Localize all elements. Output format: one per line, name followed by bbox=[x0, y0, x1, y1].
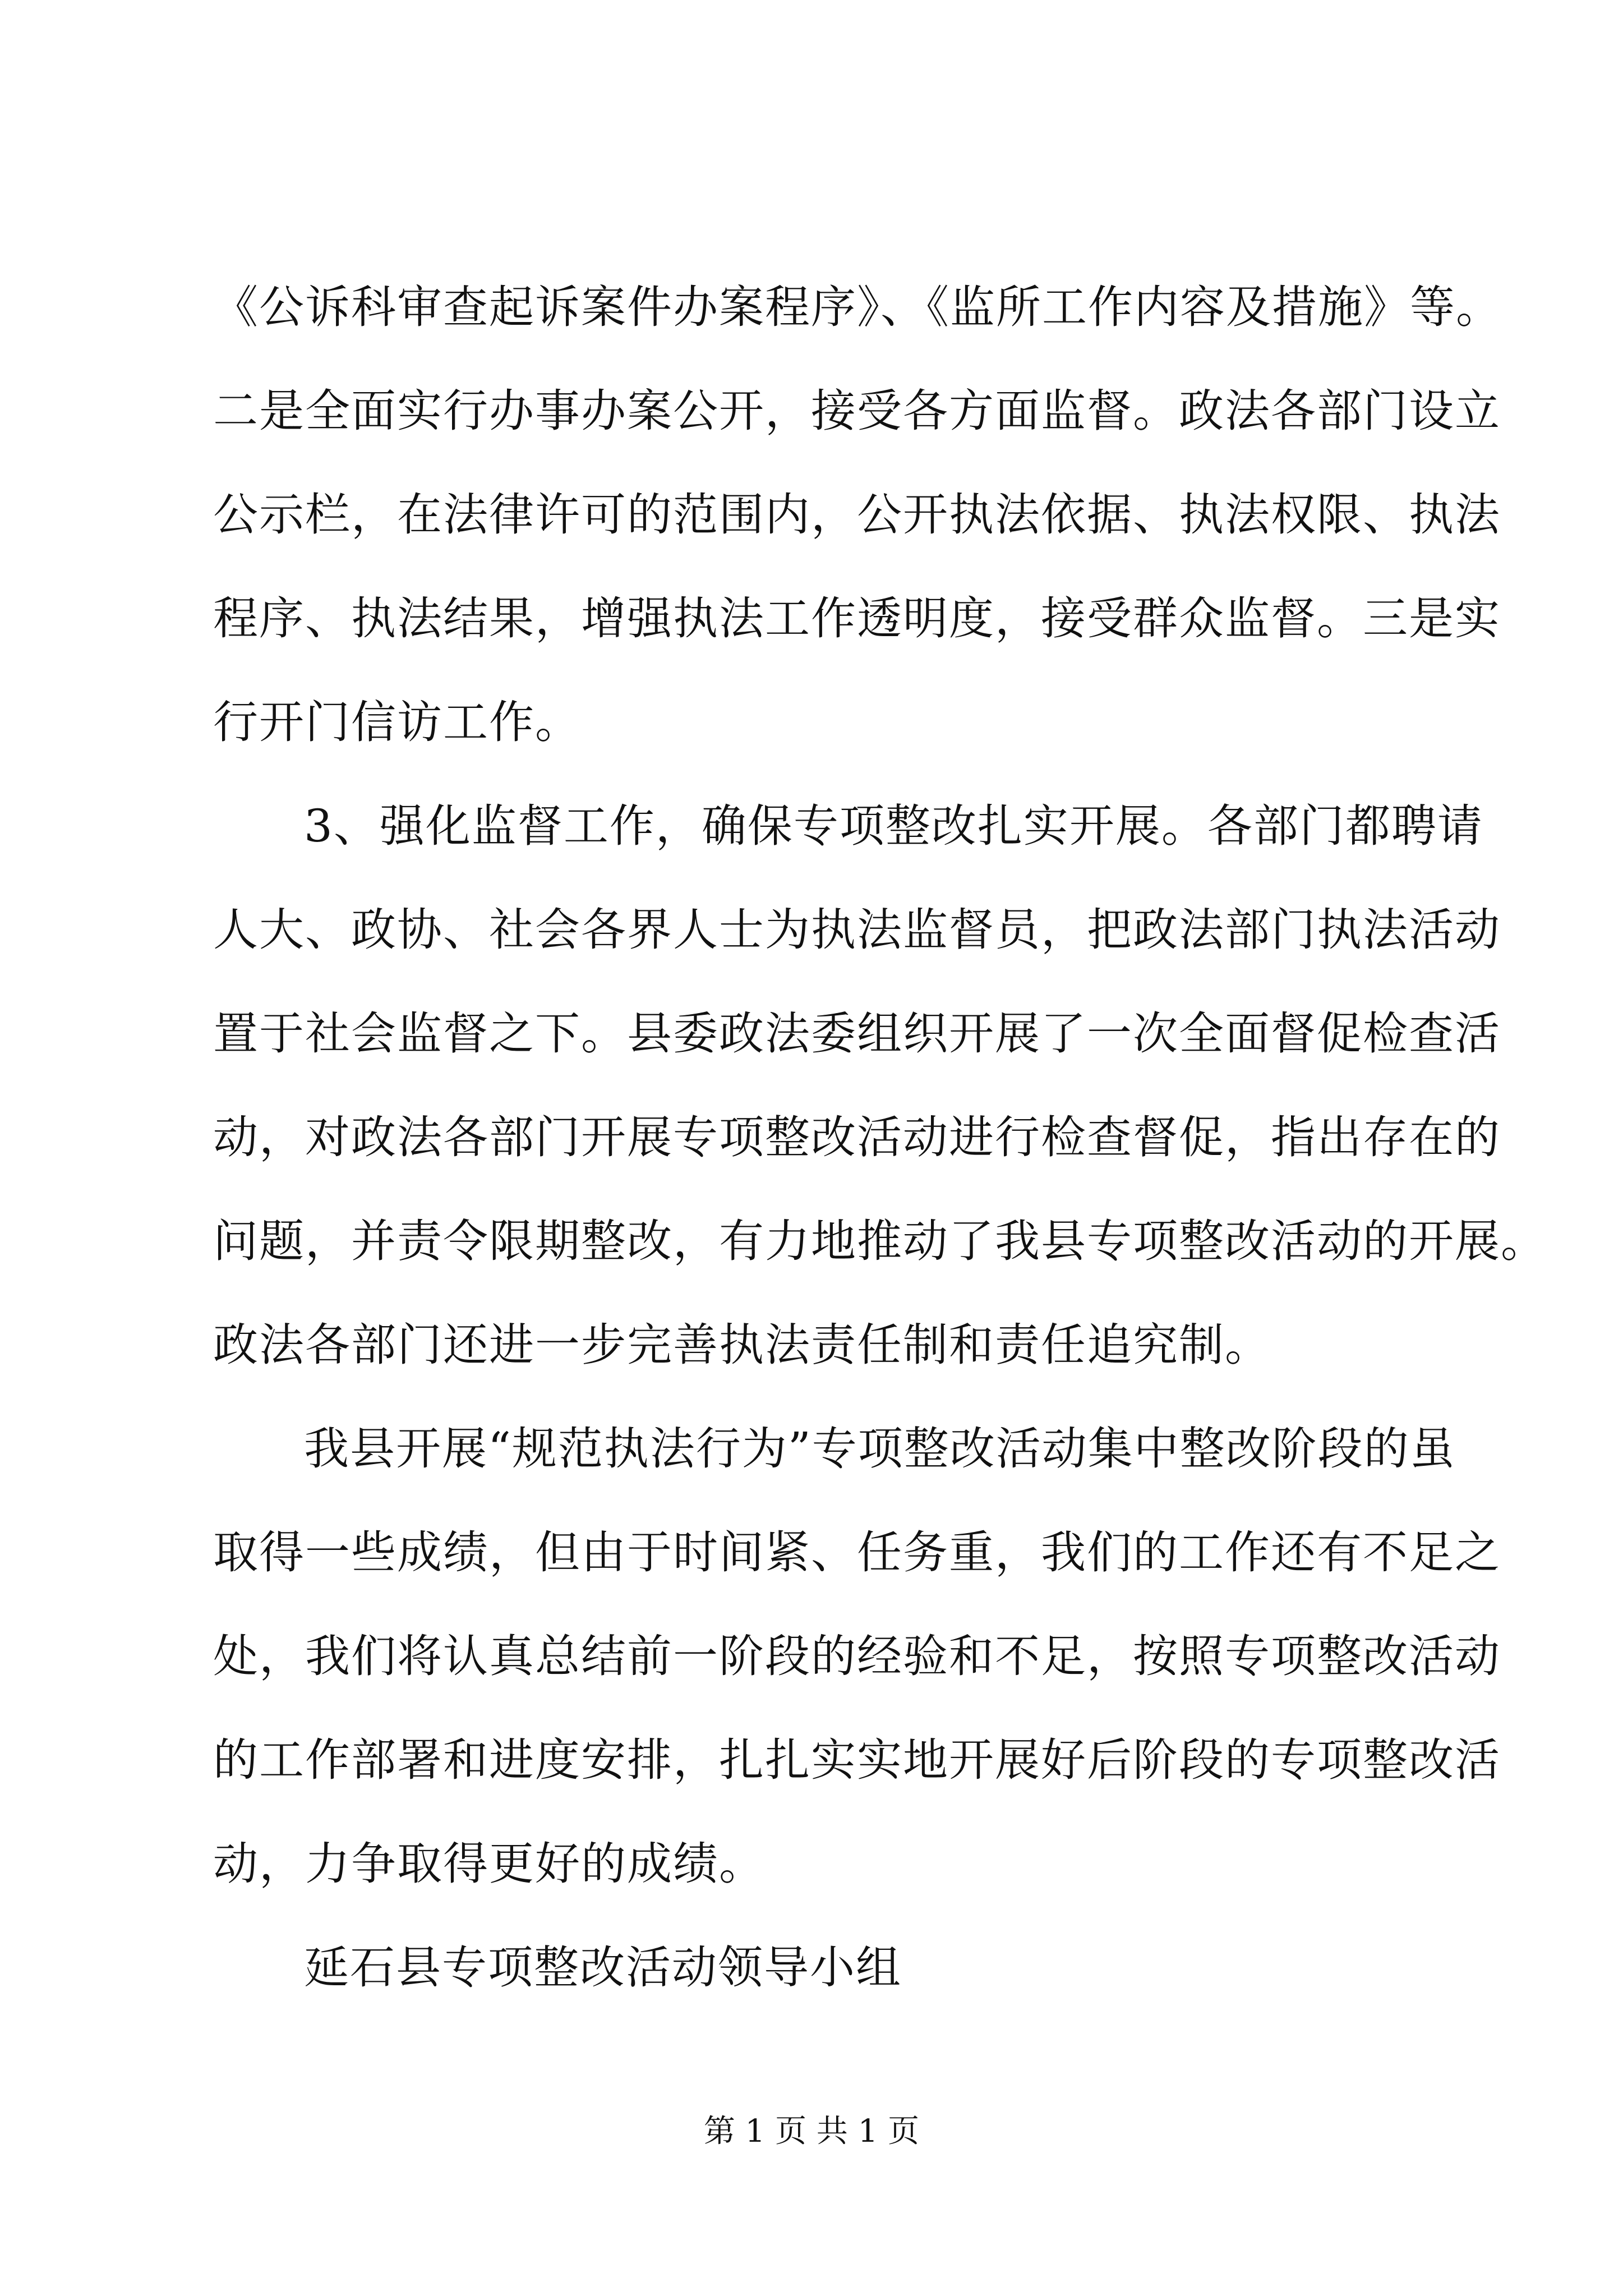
text-line: 《公诉科审查起诉案件办案程序》、《监所工作内容及措施》等。 bbox=[213, 281, 1502, 333]
text-line: 问题，并责令限期整改，有力地推动了我县专项整改活动的开展。 bbox=[213, 1215, 1547, 1267]
text-line: 处，我们将认真总结前一阶段的经验和不足，按照专项整改活动 bbox=[213, 1630, 1501, 1682]
text-line: 行开门信访工作。 bbox=[213, 696, 581, 748]
text-line: 二是全面实行办事办案公开，接受各方面监督。政法各部门设立 bbox=[213, 385, 1501, 437]
text-line: 人大、政协、社会各界人士为执法监督员，把政法部门执法活动 bbox=[213, 904, 1501, 956]
text-line: 取得一些成绩，但由于时间紧、任务重，我们的工作还有不足之 bbox=[213, 1526, 1501, 1579]
document-body bbox=[213, 255, 1547, 2019]
paragraph-start-line: 3、强化监督工作，确保专项整改扎实开展。各部门都聘请 bbox=[304, 800, 1483, 852]
text-line: 的工作部署和进度安排，扎扎实实地开展好后阶段的专项整改活 bbox=[213, 1734, 1501, 1786]
text-line: 公示栏，在法律许可的范围内，公开执法依据、执法权限、执法 bbox=[213, 489, 1501, 541]
paragraph-start-line: 我县开展“规范执法行为”专项整改活动集中整改阶段的虽 bbox=[304, 1423, 1456, 1475]
text-line: 置于社会监督之下。县委政法委组织开展了一次全面督促检查活 bbox=[213, 1007, 1501, 1060]
text-line: 程序、执法结果，增强执法工作透明度，接受群众监督。三是实 bbox=[213, 592, 1501, 645]
page-number-footer: 第 1 页 共 1 页 bbox=[703, 2113, 920, 2150]
text-line: 动，对政法各部门开展专项整改活动进行检查督促，指出存在的 bbox=[213, 1111, 1501, 1163]
signature-line: 延石县专项整改活动领导小组 bbox=[304, 1941, 902, 1994]
text-line: 政法各部门还进一步完善执法责任制和责任追究制。 bbox=[213, 1319, 1271, 1371]
text-line: 动，力争取得更好的成绩。 bbox=[213, 1838, 765, 1890]
